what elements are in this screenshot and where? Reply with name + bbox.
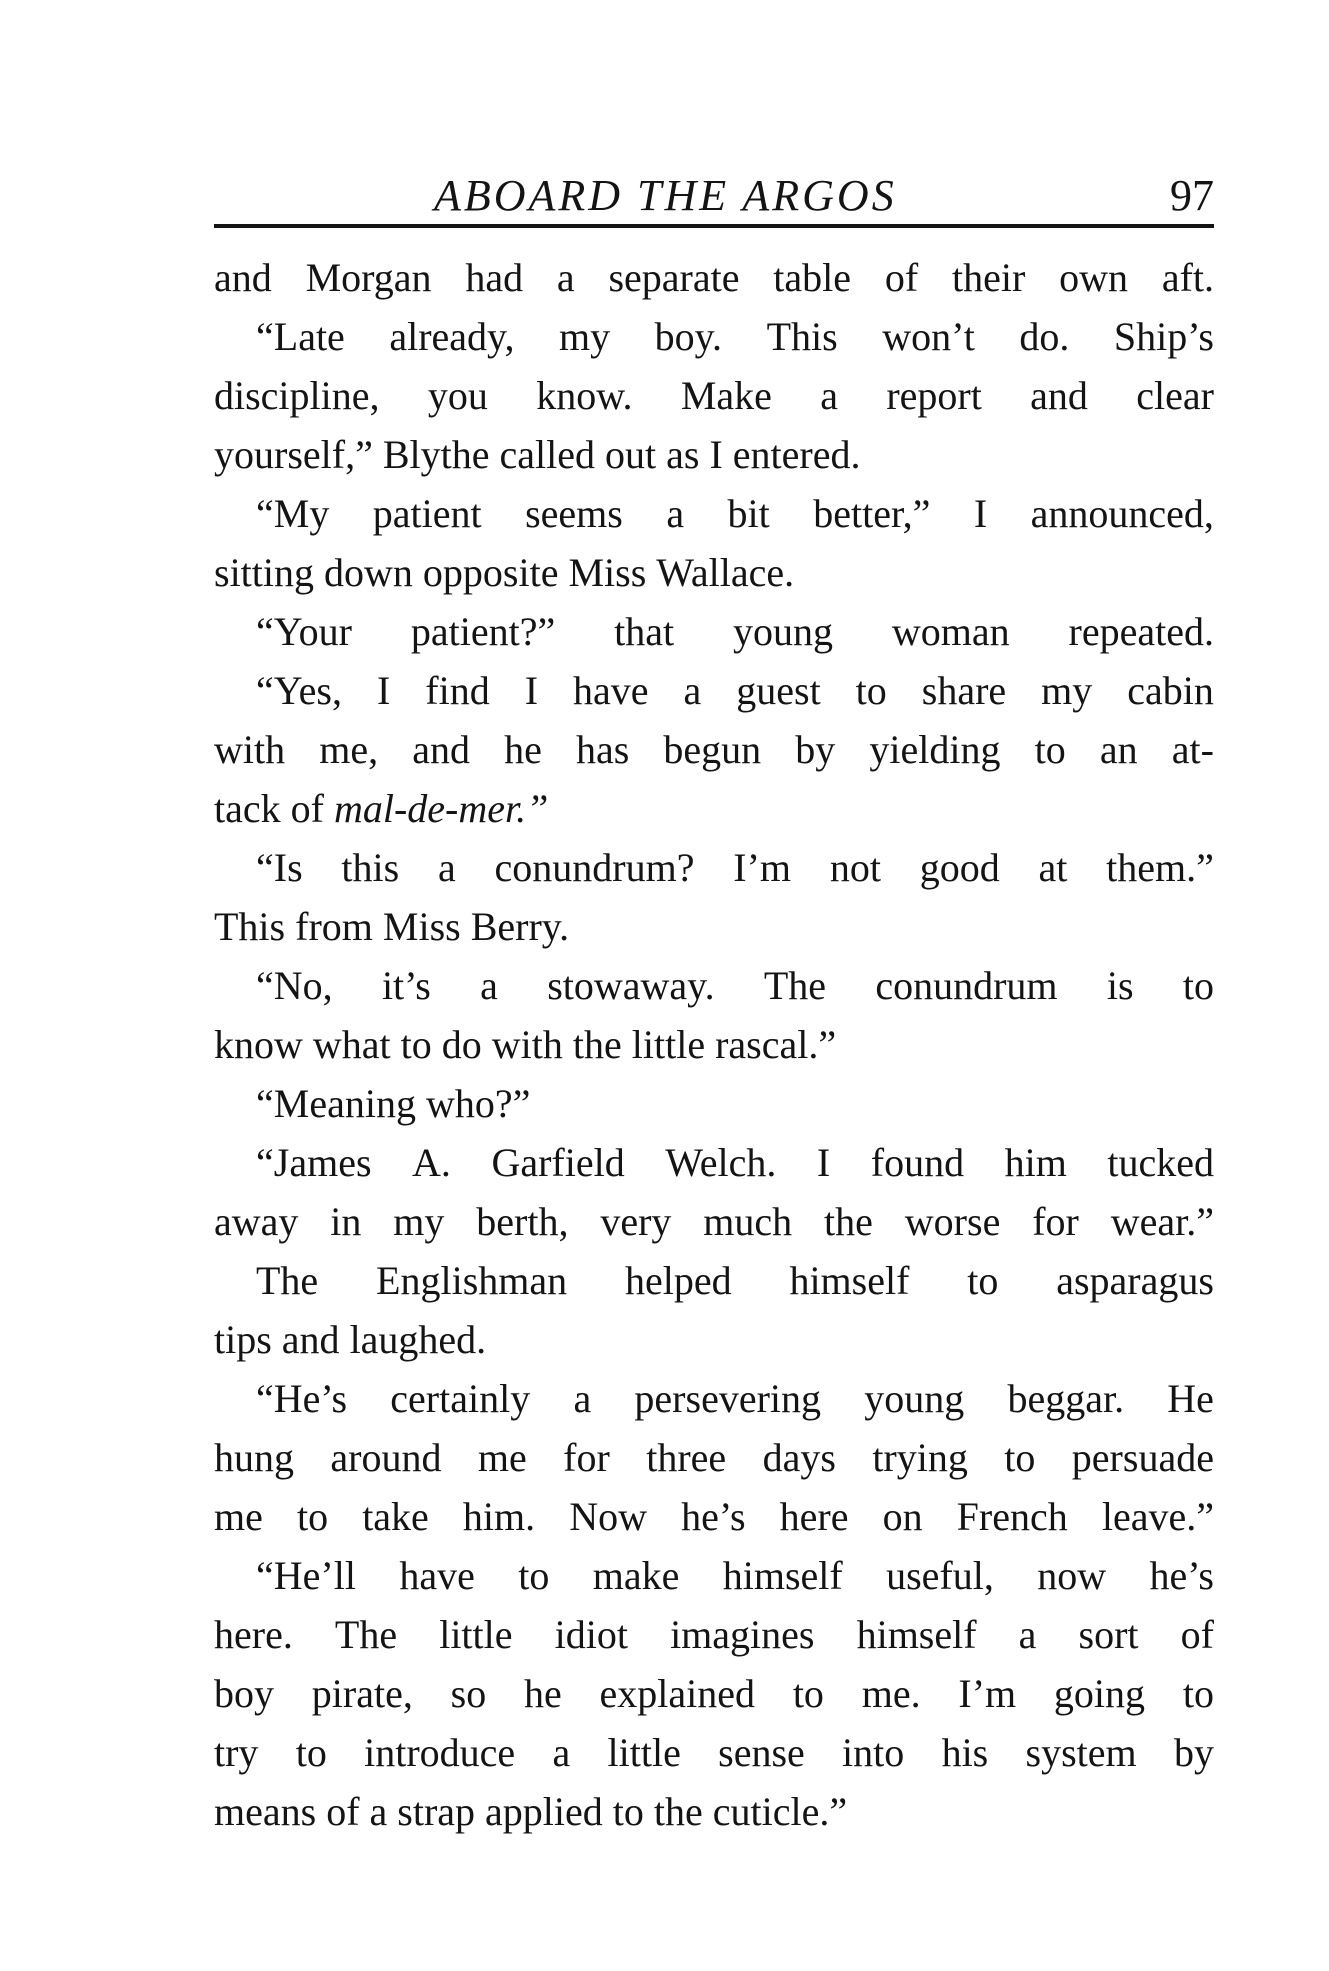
text-line: “He’ll have to make himself useful, now he’s xyxy=(256,1553,1214,1598)
text-line: means of a strap applied to the cuticle.” xyxy=(214,1789,848,1834)
text-line: me to take him. Now he’s here on French leave.” xyxy=(214,1494,1214,1539)
text-line: away in my berth, very much the worse for wear.” xyxy=(214,1199,1214,1244)
text-line: sitting down opposite Miss Wallace. xyxy=(214,550,795,595)
text-line: tips and laughed. xyxy=(214,1317,487,1362)
text-line: and Morgan had a separate table of their own aft. xyxy=(214,255,1214,300)
text-line: “Your patient?” that young woman repeated. xyxy=(256,609,1214,654)
text-line: “Is this a conundrum? I’m not good at them.” xyxy=(256,845,1214,890)
text-line: know what to do with the little rascal.” xyxy=(214,1022,837,1067)
text-line: discipline, you know. Make a report and clear xyxy=(214,373,1214,418)
text-line: This from Miss Berry. xyxy=(214,904,570,949)
text-line: with me, and he has begun by yielding to an at- xyxy=(214,727,1214,772)
page-header xyxy=(214,160,1214,230)
text-line: The Englishman helped himself to asparagus xyxy=(256,1258,1214,1303)
running-title: ABOARD THE ARGOS xyxy=(434,171,897,220)
text-line: “No, it’s a stowaway. The conundrum is to xyxy=(256,963,1214,1008)
text-line: “Meaning who?” xyxy=(256,1081,531,1126)
text-line: “Yes, I find I have a guest to share my cabin xyxy=(256,668,1214,713)
text-line: boy pirate, so he explained to me. I’m going to xyxy=(214,1671,1214,1716)
text-line: here. The little idiot imagines himself a sort of xyxy=(214,1612,1214,1657)
text-line: “He’s certainly a persevering young beggar. He xyxy=(256,1376,1214,1421)
text-line: try to introduce a little sense into his system by xyxy=(214,1730,1214,1775)
page-number: 97 xyxy=(1170,171,1214,220)
text-line: yourself,” Blythe called out as I entered. xyxy=(214,432,861,477)
text-line: “My patient seems a bit better,” I announced, xyxy=(256,491,1214,536)
body-text xyxy=(214,248,1214,1841)
header-rule xyxy=(214,224,1214,228)
text-line: hung around me for three days trying to persuade xyxy=(214,1435,1214,1480)
text-line: “Late already, my boy. This won’t do. Ship’s xyxy=(256,314,1214,359)
text-line: tack of mal-de-mer.” xyxy=(214,786,549,831)
text-line: “James A. Garfield Welch. I found him tucked xyxy=(256,1140,1214,1185)
